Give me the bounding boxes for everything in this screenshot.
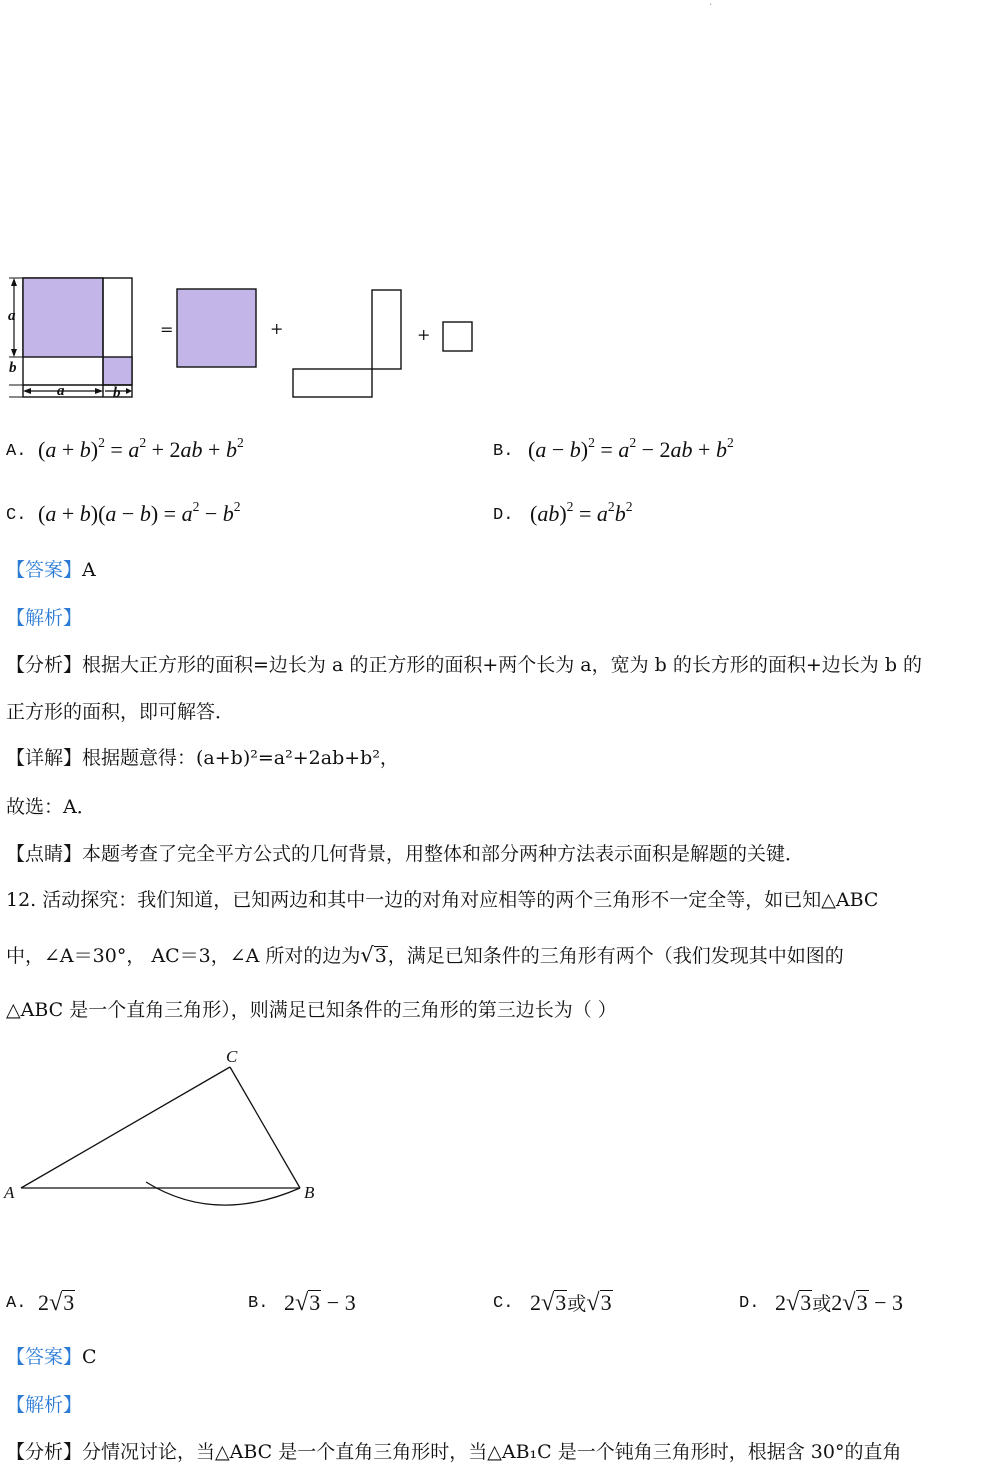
dianjing-line (6, 842, 804, 866)
tail: − 3 (868, 1290, 903, 1315)
option-c-q11 (6, 504, 26, 525)
answer-value: A (82, 559, 96, 581)
coef: 2 (775, 1290, 786, 1315)
radicand: 3 (800, 1290, 812, 1315)
or-word: 或 (567, 1294, 587, 1315)
vertex-B-label: B (304, 1183, 315, 1202)
option-b-q11 (493, 440, 513, 461)
square-a-shaded (23, 278, 103, 357)
fenxi-line-q12 (6, 1440, 901, 1464)
label-a-side: a (8, 308, 16, 324)
radicand: 3 (309, 1290, 321, 1315)
fenxi-text: 分情况讨论，当△ABC 是一个直角三角形时，当△AB₁C 是一个钝角三角形时，根据含 30°的直角 (82, 1441, 902, 1463)
coef: 2 (530, 1290, 541, 1315)
q12-line-2: 中，∠A＝30°， AC＝3，∠A 所对的边为√3，满足已知条件的三角形有两个（我们发现其中如图的 (6, 943, 844, 967)
plus-sign-1: + (270, 319, 284, 338)
arc-B1 (146, 1182, 300, 1205)
dianjing-tag: 【点睛】 (6, 843, 83, 865)
option-c-formula: $(a + b)(a - b) = a^2 - b^2$ (38, 498, 241, 526)
option-d-q11 (493, 504, 513, 525)
choose-line: 故选：A． (6, 796, 96, 818)
q12-sqrt-value: 3 (374, 945, 387, 967)
fenxi-tag: 【分析】 (6, 654, 83, 676)
rect-horizontal (293, 369, 372, 397)
label-a-bottom: a (57, 383, 65, 399)
option-b-q12-value: 2√3 − 3 (284, 1289, 356, 1316)
answer-line-q12 (6, 1345, 97, 1369)
option-letter: B. (248, 1294, 269, 1313)
fenxi-line-1 (6, 653, 922, 677)
option-letter: D. (493, 506, 514, 525)
detail-line (6, 746, 399, 770)
answer-line-q11 (6, 558, 96, 582)
label-b-side: b (9, 360, 17, 376)
radicand: 3 (63, 1290, 75, 1315)
eq-square-a (177, 289, 256, 367)
or-word: 或 (812, 1294, 832, 1315)
option-letter: A. (6, 442, 27, 461)
side-AC (21, 1067, 230, 1188)
fenxi-tag: 【分析】 (6, 1441, 83, 1463)
option-letter: C. (493, 1294, 514, 1313)
tail: − 3 (321, 1290, 356, 1315)
q12-line-2-part-a: 中，∠A＝30°， AC＝3，∠A 所对的边为 (6, 945, 361, 967)
option-c-q12 (493, 1292, 513, 1313)
equals-sign: = (160, 320, 174, 339)
option-d-q12-value: 2√3或2√3 − 3 (775, 1289, 903, 1316)
square-b-shaded (103, 357, 132, 385)
radicand-2: 3 (600, 1290, 612, 1315)
option-c-q12-value: 2√3或√3 (530, 1289, 612, 1316)
option-a-q12 (6, 1292, 26, 1313)
analysis-heading-q12 (6, 1393, 82, 1417)
option-letter: A. (6, 1294, 27, 1313)
option-d-q12 (739, 1292, 759, 1313)
q12-line-3: △ABC 是一个直角三角形），则满足已知条件的三角形的第三边长为（ ） (6, 999, 617, 1021)
radicand: 3 (555, 1290, 567, 1315)
option-letter: D. (739, 1294, 760, 1313)
option-b-formula: $(a - b)^2 = a^2 - 2ab + b^2$ (528, 434, 734, 462)
option-letter: B. (493, 442, 514, 461)
option-letter: C. (6, 506, 27, 525)
analysis-tag: 【解析】 (6, 607, 83, 629)
vertex-A-label: A (4, 1183, 15, 1202)
coef: 2 (284, 1290, 295, 1315)
top-mark: · (709, 0, 713, 11)
option-b-q12 (248, 1292, 268, 1313)
coef: 2 (38, 1290, 49, 1315)
side-CB (230, 1067, 300, 1188)
vertex-C-label: C (226, 1047, 238, 1066)
q12-line-1: 12. 活动探究：我们知道，已知两边和其中一边的对角对应相等的两个三角形不一定全等，如已知△ABC (6, 889, 879, 911)
small-square-b (443, 322, 472, 351)
fenxi-text: 根据大正方形的面积=边长为 a 的正方形的面积+两个长为 a，宽为 b 的长方形的面积+边长为 b 的 (82, 654, 923, 676)
q12-line-2-part-b: ，满足已知条件的三角形有两个（我们发现其中如图的 (387, 945, 844, 967)
analysis-heading-q11 (6, 606, 82, 630)
radicand-2: 3 (856, 1290, 868, 1315)
answer-tag: 【答案】 (6, 1346, 83, 1368)
label-b-bottom: b (113, 385, 121, 401)
detail-tag: 【详解】 (6, 747, 83, 769)
option-d-formula: $(ab)^2 = a^2b^2$ (530, 498, 633, 526)
detail-text: 根据题意得：(a+b)²=a²+2ab+b²， (82, 747, 399, 769)
fenxi-line-2: 正方形的面积，即可解答． (6, 701, 235, 723)
analysis-tag: 【解析】 (6, 1394, 83, 1416)
rect-vertical (372, 290, 401, 369)
option-a-formula: $(a + b)^2 = a^2 + 2ab + b^2$ (38, 434, 244, 462)
option-a-q12-value: 2√3 (38, 1289, 75, 1316)
dianjing-text: 本题考查了完全平方公式的几何背景，用整体和部分两种方法表示面积是解题的关键． (82, 843, 805, 865)
coef-2: 2 (831, 1290, 843, 1315)
option-a-q11 (6, 440, 26, 461)
answer-tag: 【答案】 (6, 559, 83, 581)
answer-value: C (82, 1346, 97, 1368)
triangle-figure (0, 1045, 340, 1220)
plus-sign-2: + (417, 325, 431, 344)
